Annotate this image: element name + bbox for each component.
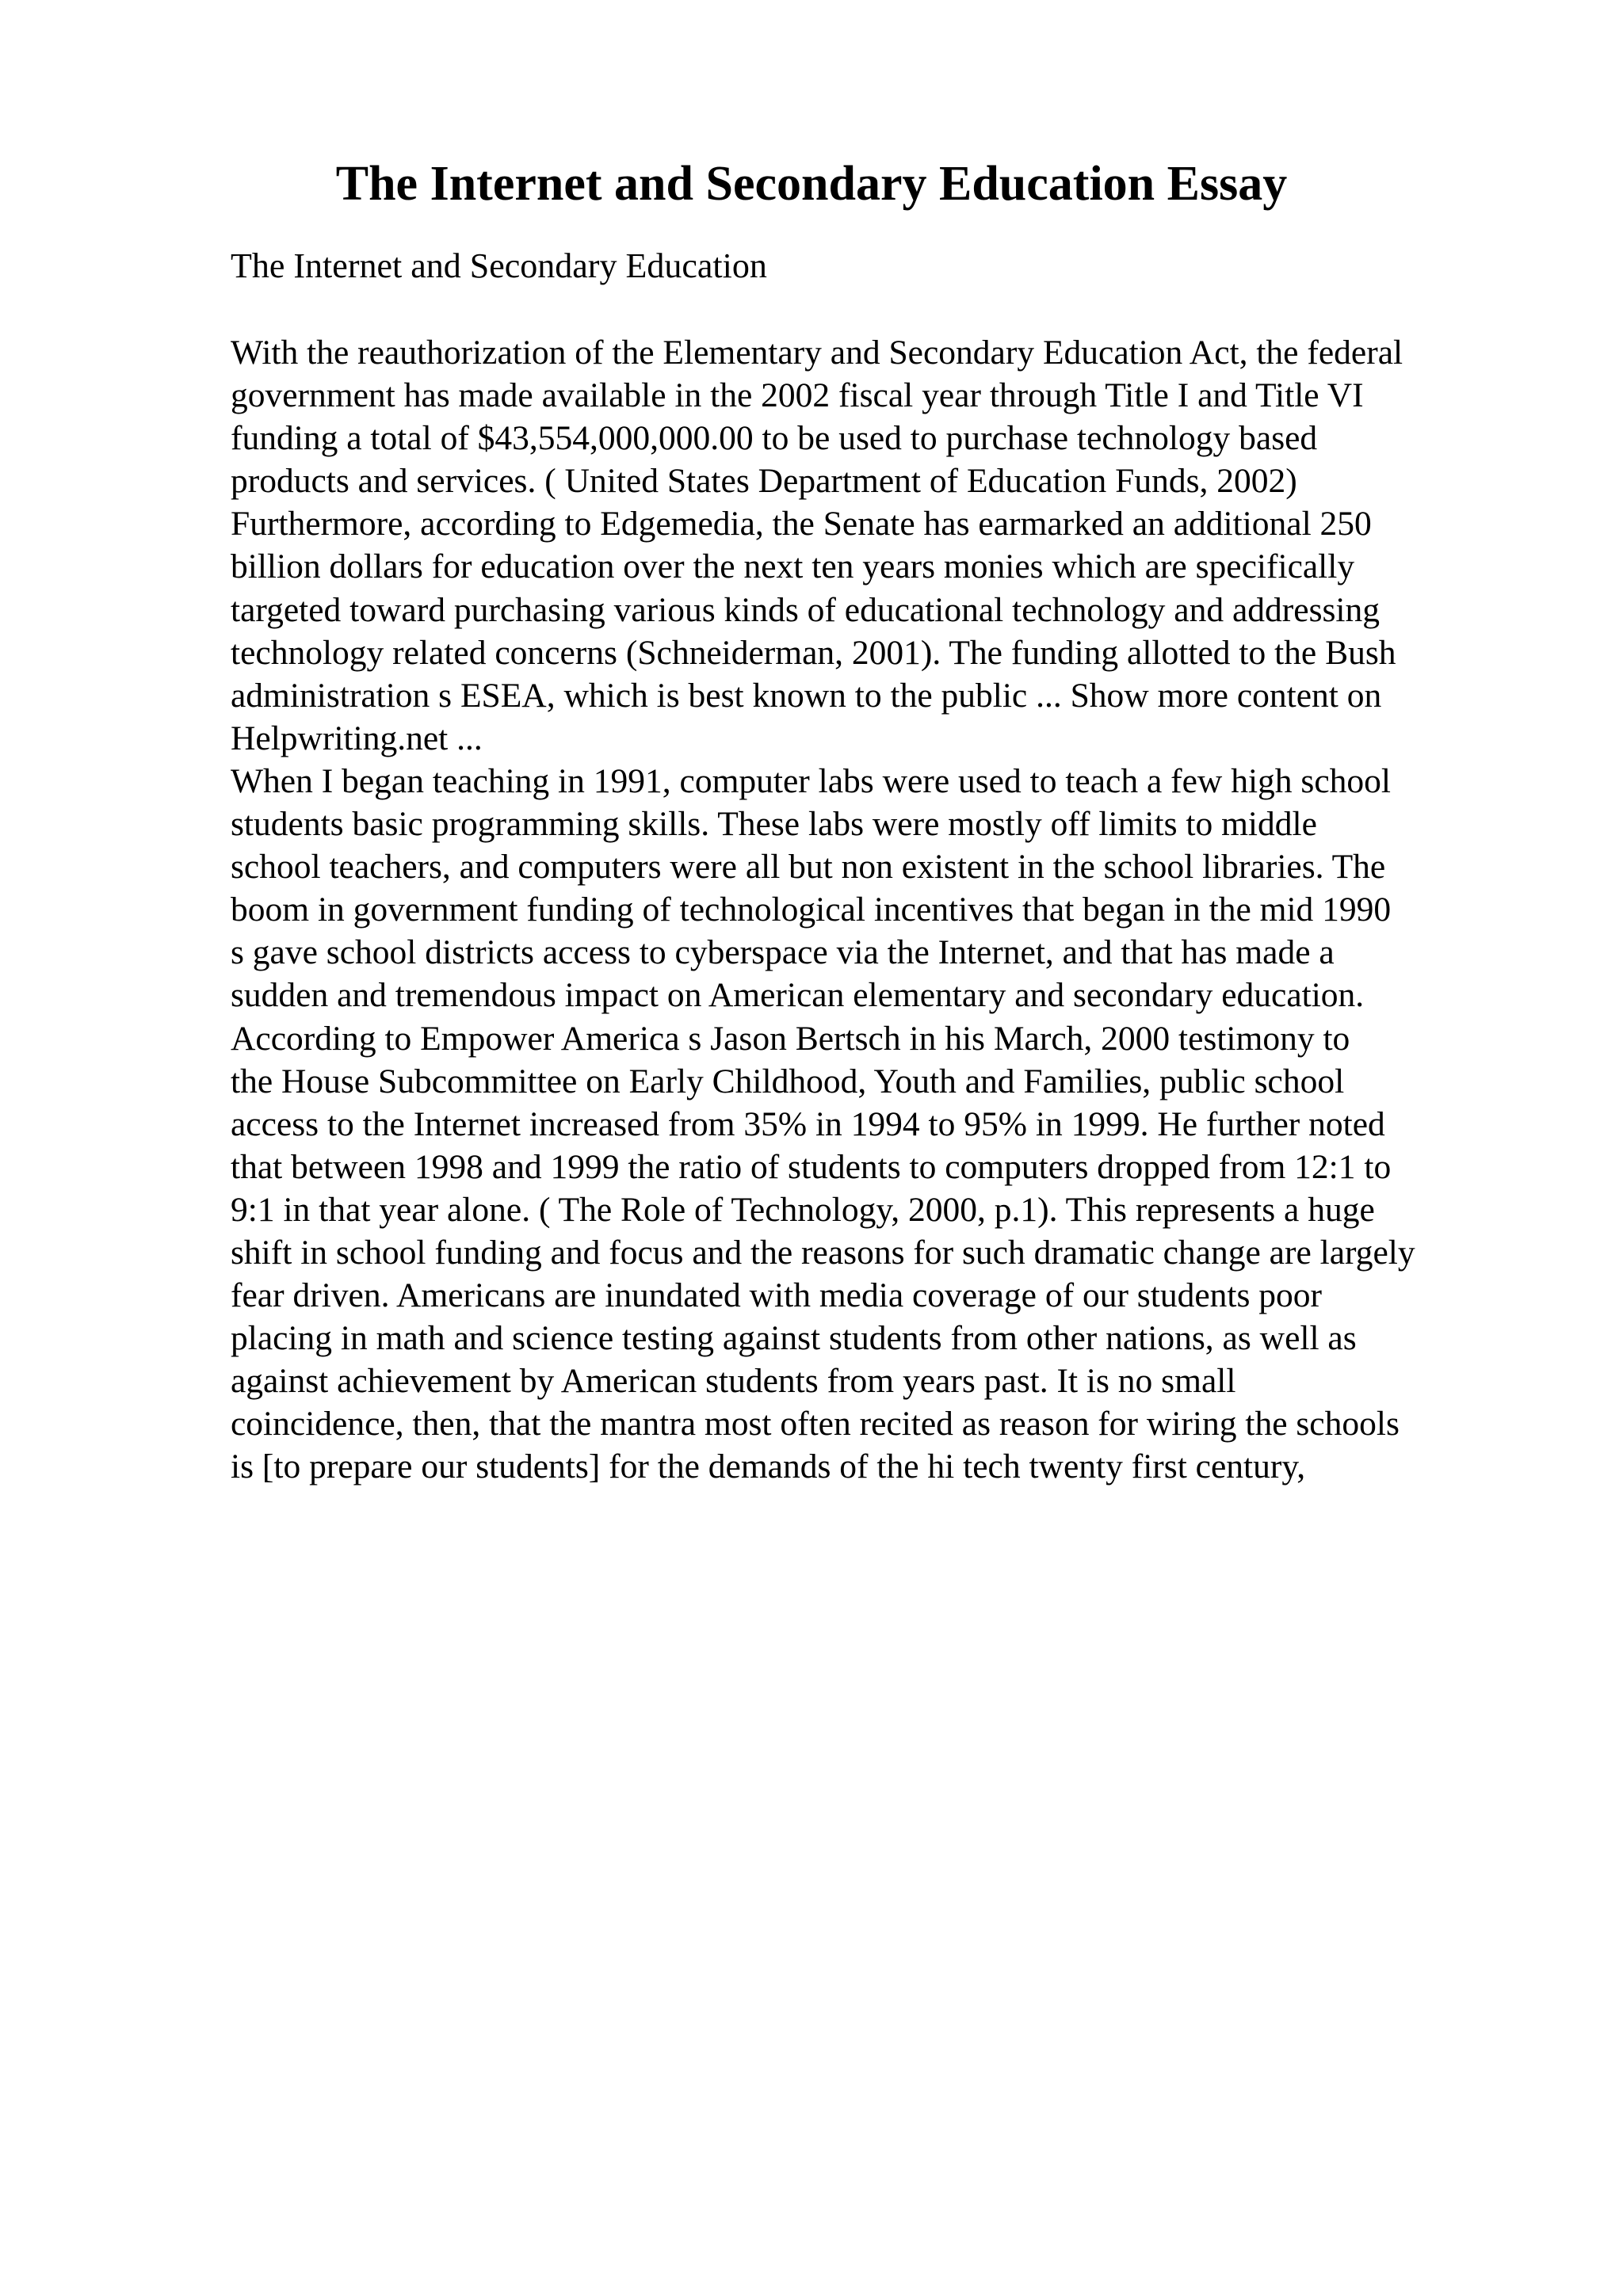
body-text-line: access to the Internet increased from 35% in 1994 to 95% in 1999. He further noted [231, 1104, 1385, 1143]
body-text-line: coincidence, then, that the mantra most often recited as reason for wiring the schools [231, 1405, 1400, 1444]
body-text-line: According to Empower America s Jason Bertsch in his March, 2000 testimony to [231, 1019, 1350, 1058]
body-text-line: shift in school funding and focus and the reasons for such dramatic change are largely [231, 1233, 1415, 1272]
body-text-line: With the reauthorization of the Elementary and Secondary Education Act, the federal [231, 334, 1403, 372]
body-text-line: billion dollars for education over the next ten years monies which are specifically [231, 547, 1355, 586]
body-text-line: sudden and tremendous impact on American elementary and secondary education. [231, 976, 1365, 1015]
body-text-line: Furthermore, according to Edgemedia, the Senate has earmarked an additional 250 [231, 505, 1372, 543]
body-text-line: administration s ESEA, which is best known to the public ... Show more content on [231, 676, 1382, 715]
essay-body [231, 331, 1594, 1489]
body-text-line: 9:1 in that year alone. ( The Role of Technology, 2000, p.1). This represents a huge [231, 1190, 1375, 1229]
essay-title: The Internet and Secondary Education Essay [335, 157, 1288, 211]
body-text-line: products and services. ( United States Department of Education Funds, 2002) [231, 462, 1297, 501]
body-text-line: funding a total of $43,554,000,000.00 to be used to purchase technology based [231, 419, 1318, 458]
body-text-line: school teachers, and computers were all but non existent in the school libraries. The [231, 848, 1386, 887]
essay-subtitle: The Internet and Secondary Education [231, 246, 767, 285]
body-text-line: s gave school districts access to cyberspace via the Internet, and that has made a [231, 933, 1335, 972]
body-text-line: When I began teaching in 1991, computer labs were used to teach a few high school [231, 761, 1392, 800]
body-text-line: is [to prepare our students] for the demands of the hi tech twenty first century, [231, 1447, 1306, 1486]
body-text-line: Helpwriting.net ... [231, 719, 483, 757]
body-text-line: boom in government funding of technological incentives that began in the mid 1990 [231, 891, 1392, 929]
body-text-line: government has made available in the 2002 fiscal year through Title I and Title VI [231, 376, 1364, 415]
body-text-line: against achievement by American students from years past. It is no small [231, 1362, 1236, 1401]
body-text-line: fear driven. Americans are inundated with media coverage of our students poor [231, 1276, 1323, 1315]
body-text-line: targeted toward purchasing various kinds of educational technology and addressing [231, 590, 1381, 629]
body-text-line: that between 1998 and 1999 the ratio of students to computers dropped from 12:1 to [231, 1147, 1392, 1186]
body-text-line: placing in math and science testing against students from other nations, as well as [231, 1319, 1357, 1358]
body-text-line: technology related concerns (Schneiderman, 2001). The funding allotted to the Bush [231, 633, 1396, 672]
body-text-line: students basic programming skills. These labs were mostly off limits to middle [231, 805, 1317, 844]
body-text-line: the House Subcommittee on Early Childhood, Youth and Families, public school [231, 1062, 1345, 1100]
